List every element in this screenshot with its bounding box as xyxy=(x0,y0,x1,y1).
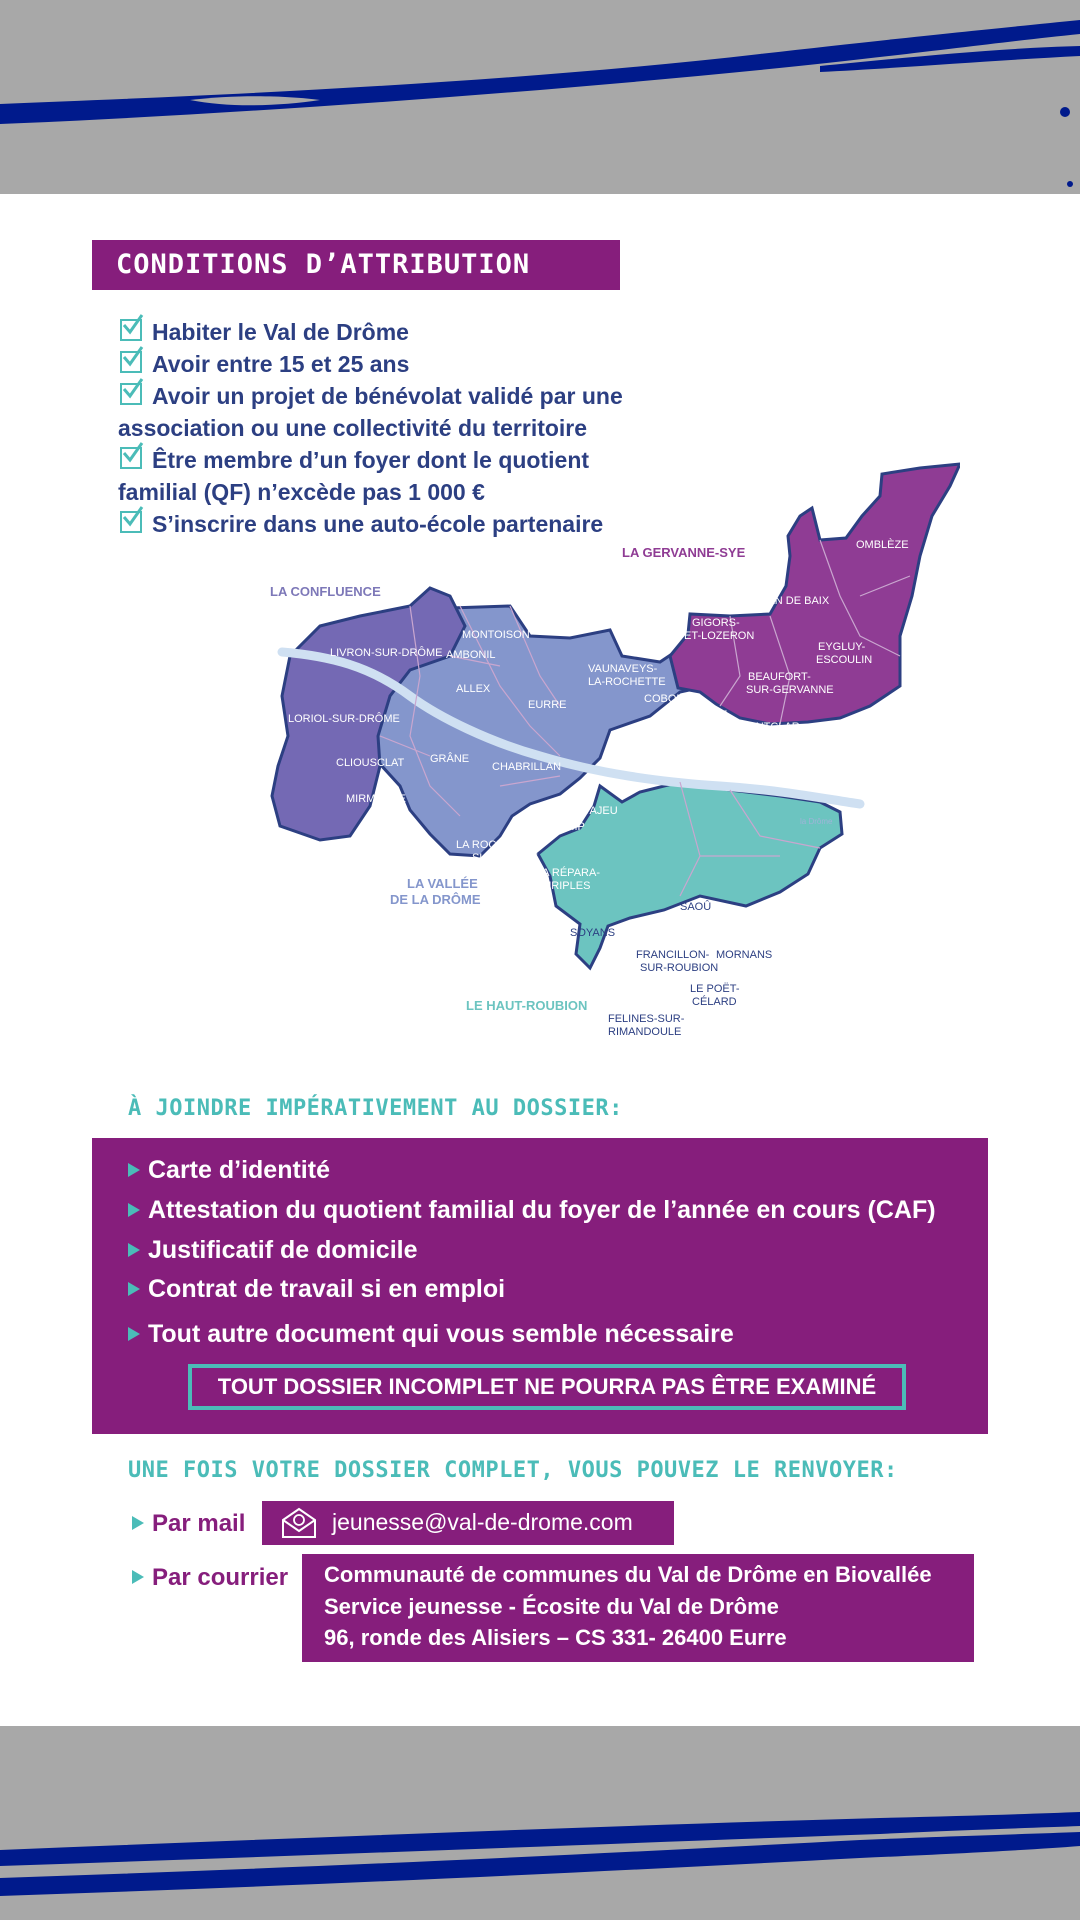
region-label-confluence: LA CONFLUENCE xyxy=(270,584,381,599)
condition-item xyxy=(120,380,680,412)
triangle-bullet-icon xyxy=(132,1570,144,1584)
town-omblez: OMBLÈZE xyxy=(856,539,909,551)
region-label-vallee: LA VALLÉE xyxy=(407,876,478,891)
flyer-sheet xyxy=(0,194,1080,1726)
brush-stroke-top xyxy=(0,0,1080,194)
town-mirmande: MIRMANDE xyxy=(346,793,406,805)
conditions-title-box xyxy=(92,240,620,290)
town-ambonil: AMBONIL xyxy=(446,649,496,661)
condition-text: Habiter le Val de Drôme xyxy=(152,319,409,345)
town-eygluy-2: ESCOULIN xyxy=(816,654,873,666)
check-box-icon xyxy=(120,383,142,405)
town-eurre: EURRE xyxy=(528,699,567,711)
town-felines-2: RIMANDOULE xyxy=(608,1026,682,1038)
bottom-band xyxy=(0,1726,1080,1920)
triangle-bullet-icon xyxy=(128,1243,140,1257)
town-loriol: LORIOL-SUR-DRÔME xyxy=(288,713,400,725)
town-allex: ALLEX xyxy=(456,683,491,695)
condition-text: familial (QF) n’excède pas 1 000 € xyxy=(118,479,485,505)
town-beaufort-2: SUR-GERVANNE xyxy=(746,684,834,696)
send-heading: UNE FOIS VOTRE DOSSIER COMPLET, VOUS POUVEZ LE RENVOYER: xyxy=(128,1458,898,1483)
town-mornans: MORNANS xyxy=(716,949,773,961)
check-box-icon xyxy=(120,351,142,373)
town-repara-2: AURIPLES xyxy=(536,880,591,892)
town-repara: LA RÉPARA- xyxy=(536,867,600,879)
river-label: la Drôme xyxy=(800,817,833,826)
territory-map xyxy=(260,456,960,1076)
town-soyans: SOYANS xyxy=(570,927,616,939)
triangle-bullet-icon xyxy=(128,1163,140,1177)
town-montoison: MONTOISON xyxy=(462,629,530,641)
town-poet-2: CÉLARD xyxy=(692,996,737,1008)
town-eygluy: EYGLUY- xyxy=(818,641,866,653)
town-chabrillan: CHABRILLAN xyxy=(492,761,562,773)
condition-text: Être membre d’un foyer dont le quotient xyxy=(152,447,590,473)
postal-address-line: Communauté de communes du Val de Drôme en Biovallée xyxy=(324,1562,932,1587)
brush-stroke-bottom xyxy=(0,1726,1080,1920)
town-montclar-2: SUR-GERVANNE xyxy=(738,734,826,746)
town-suze: SUZE xyxy=(698,709,728,721)
town-gigors-2: ET-LOZERON xyxy=(684,630,755,642)
mail-address-link[interactable]: jeunesse@val-de-drome.com xyxy=(332,1509,633,1535)
region-label-vallee-2: DE LA DRÔME xyxy=(390,892,481,907)
document-item: Tout autre document qui vous semble nécessaire xyxy=(128,1320,734,1349)
postal-address-box xyxy=(302,1554,974,1662)
town-plan: PLAN DE BAIX xyxy=(754,595,830,607)
town-cliousclat: CLIOUSCLAT xyxy=(336,757,405,769)
town-cobonne: COBONNE xyxy=(644,693,700,705)
town-gigors: GIGORS- xyxy=(692,617,740,629)
town-roche-2: SUR-GRÂNE xyxy=(472,852,539,864)
town-francillon: FRANCILLON- xyxy=(636,949,710,961)
incomplete-warning: TOUT DOSSIER INCOMPLET NE POURRA PAS ÊTRE EXAMINÉ xyxy=(188,1364,906,1410)
town-roche: LA ROCHE- xyxy=(456,839,516,851)
document-item: Justificatif de domicile xyxy=(128,1236,418,1265)
town-beaufort: BEAUFORT- xyxy=(748,671,811,683)
condition-item-continued xyxy=(118,412,680,444)
document-item: Carte d’identité xyxy=(128,1156,330,1185)
town-divajeu: DIVAJEU xyxy=(572,805,618,817)
condition-text: S’inscrire dans une auto-école partenaire xyxy=(152,511,604,537)
check-box-icon xyxy=(120,447,142,469)
town-montclar: MONTCLAR- xyxy=(738,721,804,733)
region-label-roubion: LE HAUT-ROUBION xyxy=(466,998,588,1013)
documents-heading: À JOINDRE IMPÉRATIVEMENT AU DOSSIER: xyxy=(128,1096,623,1121)
town-saou: SAOÛ xyxy=(680,901,712,913)
check-box-icon xyxy=(120,511,142,533)
town-vaunaveys-2: LA-ROCHETTE xyxy=(588,676,666,688)
documents-box xyxy=(92,1138,988,1434)
document-item: Attestation du quotient familial du foyer de l’année en cours (CAF) xyxy=(128,1196,936,1225)
by-post-label: Par courrier xyxy=(132,1564,288,1592)
condition-text: Avoir un projet de bénévolat validé par une xyxy=(152,383,623,409)
mail-box xyxy=(262,1501,674,1545)
by-mail-label: Par mail xyxy=(132,1510,245,1538)
condition-item xyxy=(120,316,680,348)
postal-address-line: 96, ronde des Alisiers – CS 331- 26400 Eurre xyxy=(324,1625,787,1650)
triangle-bullet-icon xyxy=(128,1327,140,1341)
conditions-title: CONDITIONS D’ATTRIBUTION xyxy=(116,249,531,280)
town-felines: FELINES-SUR- xyxy=(608,1013,685,1025)
postal-address-line: Service jeunesse - Écosite du Val de Drôme xyxy=(324,1594,779,1619)
triangle-bullet-icon xyxy=(132,1516,144,1530)
town-livron: LIVRON-SUR-DRÔME xyxy=(330,647,443,659)
condition-text: Avoir entre 15 et 25 ans xyxy=(152,351,410,377)
condition-text: association ou une collectivité du territoire xyxy=(118,415,588,441)
envelope-icon xyxy=(280,1506,318,1540)
town-grane: GRÂNE xyxy=(430,753,470,765)
top-band xyxy=(0,0,1080,194)
document-item: Contrat de travail si en emploi xyxy=(128,1275,505,1304)
town-autichamp: AUTICHAMP xyxy=(520,821,585,833)
town-vaunaveys: VAUNAVEYS- xyxy=(588,663,658,675)
triangle-bullet-icon xyxy=(128,1282,140,1296)
condition-item xyxy=(120,348,680,380)
town-poet: LE POËT- xyxy=(690,983,740,995)
triangle-bullet-icon xyxy=(128,1203,140,1217)
town-francillon-2: SUR-ROUBION xyxy=(640,962,719,974)
region-label-gervanne: LA GERVANNE-SYE xyxy=(622,545,746,560)
check-box-icon xyxy=(120,319,142,341)
